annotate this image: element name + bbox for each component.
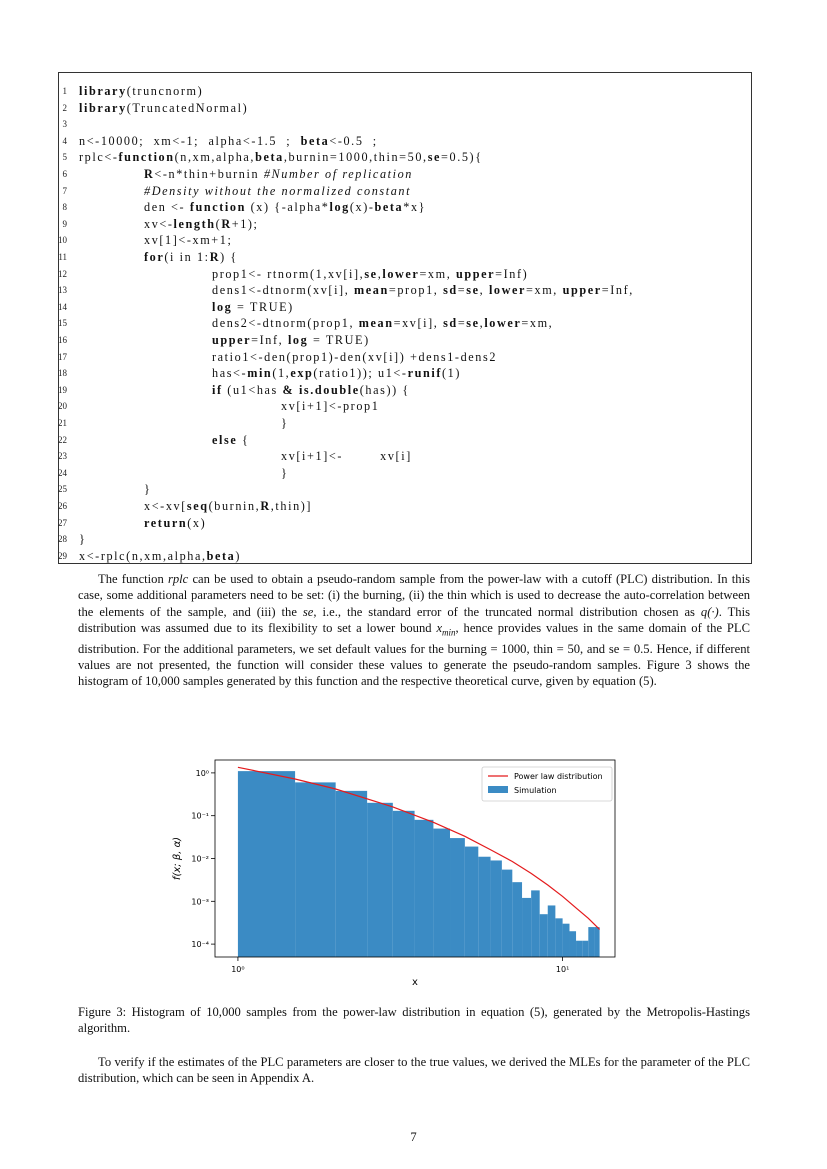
- code-token: xv[i+1]<-prop1: [281, 399, 380, 414]
- code-token: dens1<-dtnorm(xv[i],: [212, 283, 355, 298]
- x-tick-label: 10⁰: [231, 965, 245, 974]
- code-text: [212, 382, 410, 398]
- code-text: [144, 515, 206, 531]
- line-number: 6: [62, 169, 67, 179]
- code-line: [59, 398, 749, 414]
- histogram-bar: [540, 914, 548, 957]
- code-text: [144, 216, 259, 232]
- code-comment: #Number of replication: [263, 167, 413, 181]
- code-token: x<-rplc(n,xm,alpha,: [79, 548, 207, 563]
- code-token: =: [457, 316, 467, 331]
- para-math: x: [436, 620, 443, 635]
- histogram-bar: [582, 941, 588, 957]
- histogram-bar: [367, 803, 393, 957]
- line-number: 14: [58, 301, 67, 312]
- para-text: The function: [98, 572, 168, 586]
- histogram-bar: [576, 941, 582, 957]
- code-text: [144, 166, 413, 182]
- code-text: [212, 299, 294, 315]
- code-token: ,: [479, 283, 489, 298]
- code-text: [79, 531, 86, 547]
- histogram-bar: [295, 782, 336, 957]
- code-text: [79, 133, 378, 149]
- line-number: 2: [62, 102, 67, 113]
- code-keyword: exp: [290, 366, 314, 381]
- histogram-bar: [555, 918, 562, 957]
- code-keyword: beta: [206, 548, 236, 563]
- code-line: [59, 448, 749, 464]
- histogram-bar: [502, 870, 512, 957]
- histogram-bar: [415, 820, 434, 957]
- code-keyword: log: [287, 333, 309, 347]
- y-tick-label: 10⁻⁴: [191, 940, 209, 950]
- histogram-svg: [160, 745, 630, 985]
- code-keyword: function: [118, 150, 175, 165]
- code-text: [79, 83, 203, 99]
- code-token: *x}: [403, 200, 427, 215]
- legend-label: Power law distribution: [514, 772, 603, 781]
- code-keyword: mean: [354, 283, 389, 298]
- code-line: [59, 282, 749, 298]
- code-token: (burnin,: [208, 499, 261, 513]
- line-number: 29: [58, 550, 67, 561]
- code-token: (: [215, 216, 222, 231]
- code-keyword: R: [221, 216, 232, 231]
- code-line: [59, 332, 749, 348]
- code-token: =: [457, 283, 467, 298]
- histogram-bar: [548, 905, 556, 957]
- line-number: 4: [62, 135, 67, 146]
- code-keyword: library: [79, 84, 127, 98]
- para-text: , hence provides values in the same domain of the PLC distribution. For the additional parameters, we set default values for the burning = 1000, thin = 50, and se = 0.5. Hence, if different values are not presented, the function will consider these values to generate the pseudo-random samples. Figure 3 shows the histogram of 10,000 samples generated by this function and the respective theoretical curve, given by equation (5).: [78, 620, 750, 689]
- code-keyword: se: [427, 150, 442, 165]
- code-token: xv<-: [144, 216, 174, 231]
- code-text: [212, 315, 553, 331]
- code-keyword: R: [260, 499, 271, 513]
- code-keyword: min: [247, 366, 273, 381]
- line-number: 27: [58, 517, 67, 528]
- paragraph-mle: [78, 1054, 750, 1087]
- code-line: [59, 100, 749, 116]
- code-keyword: se: [466, 283, 480, 298]
- code-line: [59, 83, 749, 99]
- code-line: [59, 232, 749, 248]
- code-keyword: upper: [562, 283, 602, 298]
- code-keyword: library: [79, 100, 127, 115]
- code-token: (truncnorm): [126, 84, 204, 98]
- code-text: [212, 365, 461, 381]
- histogram-bar: [491, 860, 502, 957]
- code-keyword: log: [212, 299, 233, 314]
- code-line: [59, 149, 749, 165]
- code-text: [79, 548, 241, 564]
- code-keyword: lower: [382, 266, 420, 281]
- line-number: 11: [58, 252, 67, 262]
- code-text: [212, 332, 370, 348]
- code-token: (1): [441, 366, 461, 381]
- code-text: [212, 266, 528, 282]
- code-token: }: [79, 532, 87, 547]
- code-keyword: function: [189, 200, 246, 215]
- code-token: = TRUE): [232, 299, 294, 314]
- code-line: [59, 166, 749, 182]
- code-keyword: beta: [374, 200, 404, 215]
- code-line: [59, 465, 749, 481]
- code-line: [59, 365, 749, 381]
- code-token: (x) {-alpha*: [245, 200, 330, 215]
- code-line: [59, 216, 749, 232]
- code-token: has<-: [212, 366, 248, 381]
- code-keyword: for: [144, 250, 165, 264]
- code-line: [59, 432, 749, 448]
- para-math-sub: min: [442, 627, 456, 638]
- code-token: x<-xv[: [144, 499, 187, 513]
- code-token: =xm,: [521, 316, 554, 331]
- line-number: 15: [58, 318, 67, 329]
- code-line: [59, 133, 749, 149]
- y-tick-label: 10⁻³: [191, 897, 209, 907]
- code-keyword: &: [282, 382, 295, 397]
- line-number: 8: [62, 202, 67, 213]
- code-token: ,: [479, 316, 485, 331]
- code-keyword: else: [212, 432, 238, 447]
- para-text-italic: se: [302, 604, 314, 619]
- code-token: den <-: [144, 200, 190, 215]
- para-text: , i.e., the standard error of the truncated normal distribution chosen as: [313, 604, 701, 619]
- code-token: (TruncatedNormal): [126, 100, 249, 115]
- line-number: 18: [58, 368, 67, 379]
- line-number: 1: [62, 86, 67, 96]
- code-keyword: length: [173, 216, 216, 231]
- code-token: = TRUE): [308, 333, 370, 347]
- histogram-bar: [478, 857, 490, 957]
- histogram-bar: [588, 927, 594, 957]
- code-text: [212, 349, 497, 365]
- line-number: 26: [58, 501, 67, 511]
- code-token: {: [237, 432, 250, 447]
- line-number: 21: [58, 418, 67, 428]
- histogram-bar: [522, 898, 531, 957]
- code-token: <-n*thin+burnin: [154, 167, 264, 181]
- code-token: =Inf): [495, 266, 529, 281]
- code-token: ratio1<-den(prop1)-den(xv[i]) +dens1-dens2: [212, 349, 498, 364]
- code-token: =Inf,: [251, 333, 288, 347]
- code-text: [212, 282, 634, 298]
- code-text: [144, 199, 426, 215]
- code-line: [59, 249, 749, 265]
- code-line: [59, 183, 749, 199]
- line-number: 28: [58, 534, 67, 545]
- code-token: (x): [187, 515, 207, 530]
- histogram-bar: [393, 811, 415, 957]
- para-text: can be used to obtain a pseudo-random sample from the power-law with a cutoff (PLC) distribution. In this case, some additional parameters need to be set: (i) the burning, (ii) the thin which is used to decrease the auto-correlation between the elements of the sample, and (iii) the: [78, 572, 750, 619]
- code-token: n<-10000; xm<-1; alpha<-1.5 ;: [79, 133, 301, 148]
- code-line: [59, 199, 749, 215]
- code-keyword: log: [329, 200, 350, 215]
- code-line: [59, 315, 749, 331]
- y-tick-label: 10⁻¹: [191, 811, 209, 821]
- code-token: ) {: [220, 250, 238, 264]
- para-text-italic: rplc: [167, 572, 189, 586]
- code-keyword: return: [144, 515, 188, 530]
- code-keyword: if: [212, 382, 223, 397]
- code-line: [59, 548, 749, 564]
- paragraph-rplc-description: [78, 571, 750, 690]
- line-number: 13: [58, 285, 67, 296]
- line-number: 10: [58, 235, 67, 246]
- code-token: dens2<-dtnorm(prop1,: [212, 316, 359, 331]
- code-line: [59, 266, 749, 282]
- code-token: ,: [377, 266, 383, 281]
- code-keyword: sd: [443, 316, 458, 331]
- figure-caption: Figure 3: Histogram of 10,000 samples from the power-law distribution in equation (5), generated by the Metropolis-Hastings algorithm.: [78, 1005, 750, 1036]
- line-number: 16: [58, 335, 67, 345]
- code-token: =prop1,: [388, 283, 444, 298]
- code-line: [59, 531, 749, 547]
- code-token: (n,xm,alpha,: [174, 150, 256, 165]
- code-token: (ratio1)); u1<-: [313, 366, 408, 381]
- x-tick-label: 10¹: [555, 965, 570, 974]
- code-token: xv[i+1]<- xv[i]: [281, 449, 412, 464]
- code-line: [59, 481, 749, 497]
- code-keyword: upper: [212, 333, 252, 347]
- histogram-bar: [512, 882, 522, 957]
- code-text: [212, 432, 249, 448]
- code-keyword: is.double: [298, 382, 360, 397]
- histogram-bar: [465, 847, 478, 957]
- code-keyword: upper: [456, 266, 496, 281]
- code-keyword: beta: [255, 150, 284, 165]
- code-token: ,thin)]: [270, 499, 313, 513]
- line-number: 19: [58, 384, 67, 395]
- histogram-bar: [238, 771, 295, 957]
- code-token: <-0.5 ;: [329, 133, 378, 148]
- code-line: [59, 299, 749, 315]
- code-text: [281, 465, 288, 481]
- line-number: 24: [58, 467, 67, 478]
- code-keyword: seq: [186, 499, 209, 513]
- histogram-bar: [433, 829, 450, 957]
- code-token: (has)) {: [359, 382, 410, 397]
- figure-3-chart: [160, 745, 630, 985]
- line-number: 20: [58, 401, 67, 412]
- page-number: 7: [410, 1130, 417, 1144]
- legend-bar-swatch: [488, 786, 508, 793]
- code-token: =0.5){: [441, 150, 483, 165]
- code-line: [59, 349, 749, 365]
- code-text: [144, 481, 151, 497]
- code-token: (x)-: [349, 200, 375, 215]
- code-token: prop1<- rtnorm(1,xv[i],: [212, 266, 365, 281]
- code-line: [59, 498, 749, 514]
- code-token: ,burnin=1000,thin=50,: [283, 150, 428, 165]
- code-text: [144, 498, 312, 514]
- code-text: [144, 183, 411, 199]
- code-keyword: sd: [443, 283, 458, 298]
- code-keyword: R: [144, 167, 155, 181]
- line-number: 5: [62, 152, 67, 163]
- line-number: 25: [58, 484, 67, 495]
- histogram-bar: [594, 927, 600, 957]
- code-token: (u1<has: [222, 382, 283, 397]
- code-text: [144, 249, 238, 265]
- code-text: [144, 232, 232, 248]
- code-token: ): [235, 548, 242, 563]
- histogram-bar: [450, 838, 465, 957]
- para-text: . This distribution was assumed due to its flexibility to set a lower bound: [78, 604, 751, 635]
- code-keyword: mean: [358, 316, 394, 331]
- code-keyword: lower: [484, 316, 522, 331]
- code-text: [79, 100, 248, 116]
- code-keyword: lower: [488, 283, 527, 298]
- code-token: }: [281, 465, 289, 480]
- y-tick-label: 10⁰: [195, 768, 209, 778]
- code-comment: #Density without the normalized constant: [144, 183, 412, 198]
- para-text: To verify if the estimates of the PLC parameters are closer to the true values, we derived the MLEs for the parameter of the PLC distribution, which can be seen in Appendix A.: [78, 1055, 750, 1086]
- x-axis-label: x: [412, 977, 418, 985]
- code-keyword: se: [364, 266, 378, 281]
- y-tick-label: 10⁻²: [191, 854, 209, 864]
- code-line: [59, 415, 749, 431]
- histogram-bar: [336, 791, 367, 957]
- code-line: [59, 382, 749, 398]
- line-number: 9: [62, 218, 67, 229]
- code-line: [59, 116, 749, 132]
- code-token: rplc<-: [79, 150, 119, 165]
- code-keyword: R: [209, 250, 221, 264]
- line-number: 22: [58, 434, 67, 445]
- code-token: xv[1]<-xm+1;: [144, 233, 233, 248]
- legend-label: Simulation: [514, 786, 557, 795]
- code-text: [79, 149, 483, 165]
- code-token: =xv[i],: [393, 316, 444, 331]
- code-token: }: [281, 416, 289, 430]
- code-text: [281, 415, 288, 431]
- histogram-bar: [569, 931, 576, 957]
- code-text: [281, 398, 379, 414]
- line-number: 17: [58, 351, 67, 362]
- code-token: =xm,: [419, 266, 456, 281]
- line-number: 7: [62, 185, 67, 196]
- code-keyword: runif: [407, 366, 442, 381]
- code-keyword: beta: [300, 133, 330, 148]
- code-text: [281, 448, 412, 464]
- code-token: =Inf,: [601, 283, 634, 298]
- code-token: }: [144, 482, 152, 497]
- code-line: [59, 515, 749, 531]
- code-token: (i in 1:: [164, 250, 210, 264]
- histogram-bar: [531, 890, 540, 957]
- code-listing: [58, 72, 752, 564]
- code-token: +1);: [231, 216, 259, 231]
- line-number: 3: [62, 119, 67, 130]
- code-token: =xm,: [526, 283, 563, 298]
- line-number: 23: [58, 451, 67, 462]
- code-token: (1,: [272, 366, 291, 381]
- histogram-bar: [563, 924, 570, 957]
- line-number: 12: [58, 268, 67, 279]
- y-axis-label: f(x; β, α): [172, 836, 183, 881]
- para-math: q(·): [700, 604, 719, 619]
- code-keyword: se: [466, 316, 480, 331]
